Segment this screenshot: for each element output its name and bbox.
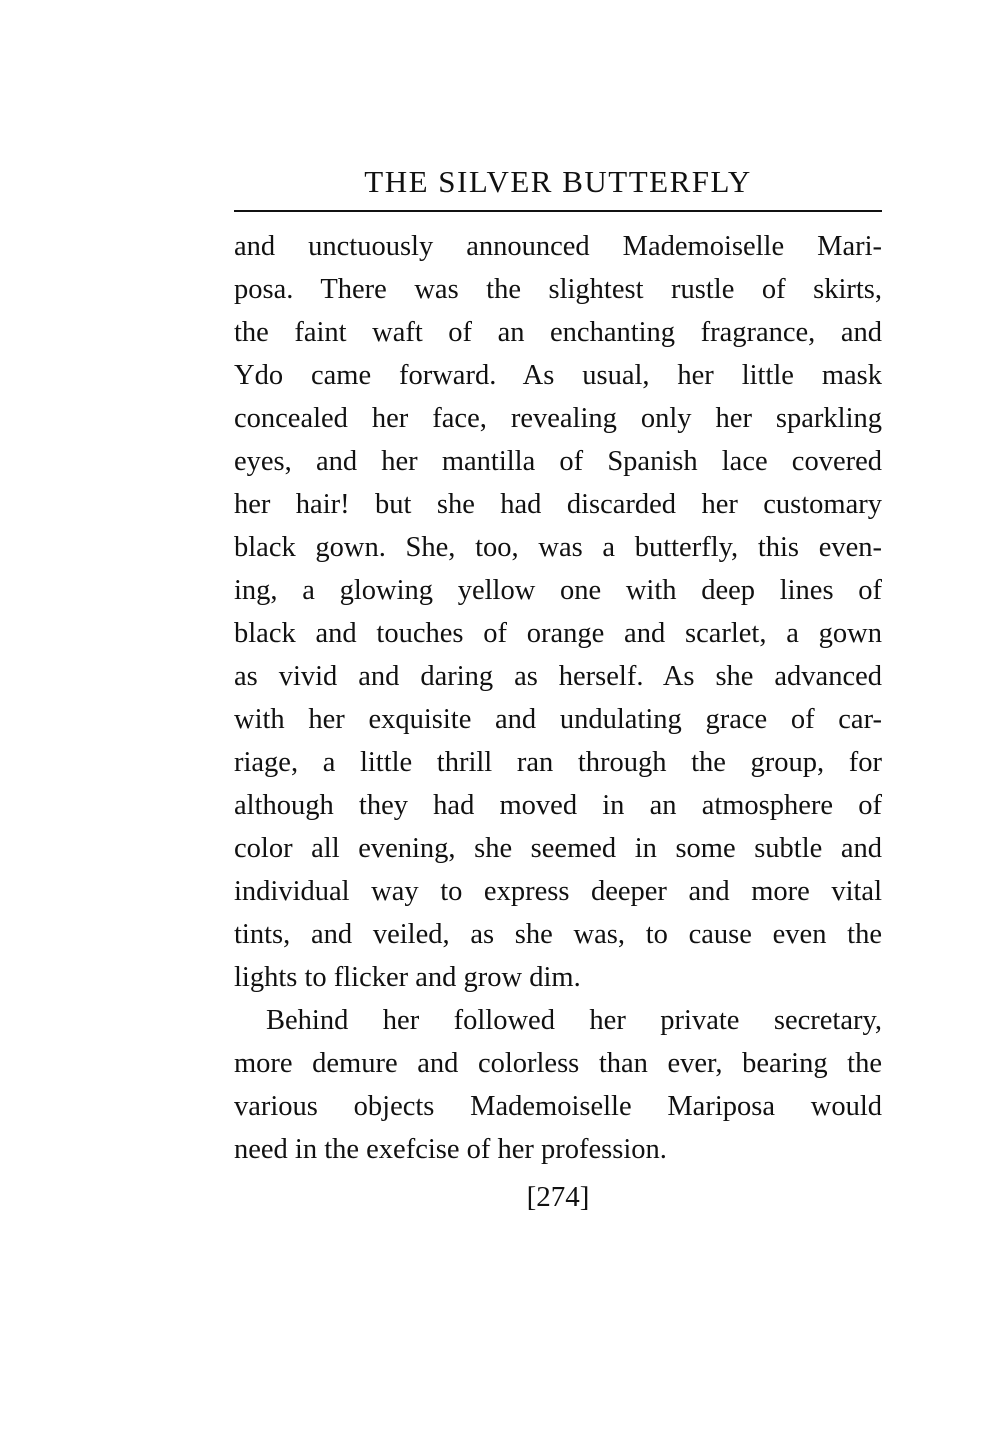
text-line: more demure and colorless than ever, bearing the	[234, 1048, 882, 1079]
text-line: need in the exefcise of her profession.	[234, 1134, 667, 1165]
running-head: THE SILVER BUTTERFLY	[364, 164, 752, 199]
text-line: black gown. She, too, was a butterfly, this even-	[234, 532, 882, 563]
text-line: Ydo came forward. As usual, her little mask	[234, 360, 882, 391]
text-line: various objects Mademoiselle Mariposa would	[234, 1091, 882, 1122]
text-line: riage, a little thrill ran through the group, for	[234, 747, 882, 778]
text-line: color all evening, she seemed in some subtle and	[234, 833, 882, 864]
text-line: individual way to express deeper and more vital	[234, 876, 882, 907]
text-line: tints, and veiled, as she was, to cause even the	[234, 919, 882, 950]
body-text	[234, 225, 882, 1171]
text-line: and unctuously announced Mademoiselle Mari-	[234, 231, 882, 262]
text-line: ing, a glowing yellow one with deep lines of	[234, 575, 882, 606]
text-line: concealed her face, revealing only her sparkling	[234, 403, 882, 434]
text-line: her hair! but she had discarded her customary	[234, 489, 882, 520]
text-line: as vivid and daring as herself. As she advanced	[234, 661, 882, 692]
page-number: [274]	[526, 1181, 590, 1213]
paragraph-1	[234, 225, 882, 999]
text-line: with her exquisite and undulating grace of car-	[234, 704, 882, 735]
text-line: although they had moved in an atmosphere of	[234, 790, 882, 821]
text-line: lights to flicker and grow dim.	[234, 962, 581, 993]
text-line: the faint waft of an enchanting fragrance, and	[234, 317, 882, 348]
header-rule	[234, 210, 882, 212]
text-line: posa. There was the slightest rustle of skirts,	[234, 274, 882, 305]
text-line: Behind her followed her private secretary,	[266, 1005, 882, 1036]
paragraph-2	[234, 999, 882, 1171]
text-line: eyes, and her mantilla of Spanish lace covered	[234, 446, 882, 477]
text-line: black and touches of orange and scarlet, a gown	[234, 618, 882, 649]
